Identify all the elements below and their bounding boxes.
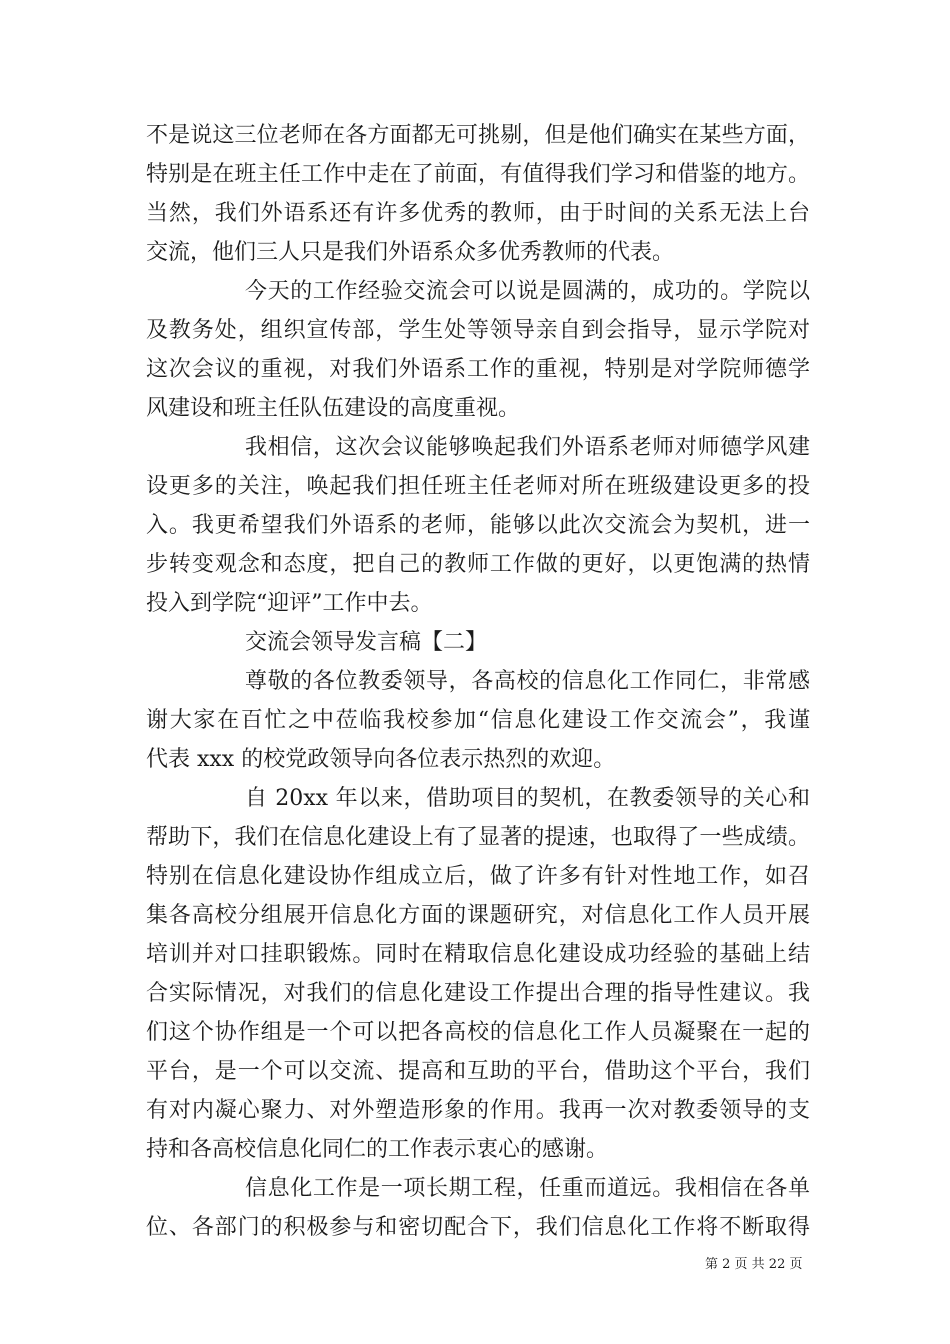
text-line: 帮助下，我们在信息化建设上有了显著的提速，也取得了一些成绩。	[146, 825, 810, 850]
text-line: 位、各部门的积极参与和密切配合下，我们信息化工作将不断取得	[146, 1215, 810, 1240]
text-line: 不是说这三位老师在各方面都无可挑剔，但是他们确实在某些方面，	[146, 123, 810, 148]
text-line: 集各高校分组展开信息化方面的课题研究，对信息化工作人员开展	[146, 903, 810, 928]
text-line: 谢大家在百忙之中莅临我校参加“信息化建设工作交流会”，我谨	[146, 708, 810, 733]
text-line: 入。我更希望我们外语系的老师，能够以此次交流会为契机，进一	[146, 513, 810, 538]
paragraph-start-line: 今天的工作经验交流会可以说是圆满的，成功的。学院以	[245, 279, 810, 304]
text-line: 这次会议的重视，对我们外语系工作的重视，特别是对学院师德学	[146, 357, 810, 382]
paragraph-start-line: 自 20xx 年以来，借助项目的契机，在教委领导的关心和	[245, 786, 810, 811]
text-line: 风建设和班主任队伍建设的高度重视。	[146, 396, 521, 421]
text-line: 代表 xxx 的校党政领导向各位表示热烈的欢迎。	[146, 747, 616, 772]
text-line: 投入到学院“迎评”工作中去。	[146, 591, 433, 616]
paragraph-start-line: 尊敬的各位教委领导，各高校的信息化工作同仁，非常感	[245, 669, 810, 694]
text-line: 及教务处，组织宣传部，学生处等领导亲自到会指导，显示学院对	[146, 318, 810, 343]
text-line: 平台，是一个可以交流、提高和互助的平台，借助这个平台，我们	[146, 1059, 810, 1084]
text-line: 有对内凝心聚力、对外塑造形象的作用。我再一次对教委领导的支	[146, 1098, 810, 1123]
section-heading: 交流会领导发言稿【二】	[245, 630, 488, 655]
text-line: 们这个协作组是一个可以把各高校的信息化工作人员凝聚在一起的	[146, 1020, 810, 1045]
page-number: 第 2 页 共 22 页	[705, 1257, 803, 1272]
text-line: 培训并对口挂职锻炼。同时在精取信息化建设成功经验的基础上结	[146, 942, 810, 967]
text-line: 持和各高校信息化同仁的工作表示衷心的感谢。	[146, 1137, 609, 1162]
text-line: 特别在信息化建设协作组成立后，做了许多有针对性地工作，如召	[146, 864, 810, 889]
text-line: 特别是在班主任工作中走在了前面，有值得我们学习和借鉴的地方。	[146, 162, 810, 187]
text-line: 当然，我们外语系还有许多优秀的教师，由于时间的关系无法上台	[146, 201, 810, 226]
text-line: 设更多的关注，唤起我们担任班主任老师对所在班级建设更多的投	[146, 474, 810, 499]
text-line: 步转变观念和态度，把自己的教师工作做的更好，以更饱满的热情	[146, 552, 810, 577]
paragraph-start-line: 我相信，这次会议能够唤起我们外语系老师对师德学风建	[245, 435, 810, 460]
text-line: 合实际情况，对我们的信息化建设工作提出合理的指导性建议。我	[146, 981, 810, 1006]
paragraph-start-line: 信息化工作是一项长期工程，任重而道远。我相信在各单	[245, 1176, 810, 1201]
text-line: 交流，他们三人只是我们外语系众多优秀教师的代表。	[146, 240, 675, 265]
